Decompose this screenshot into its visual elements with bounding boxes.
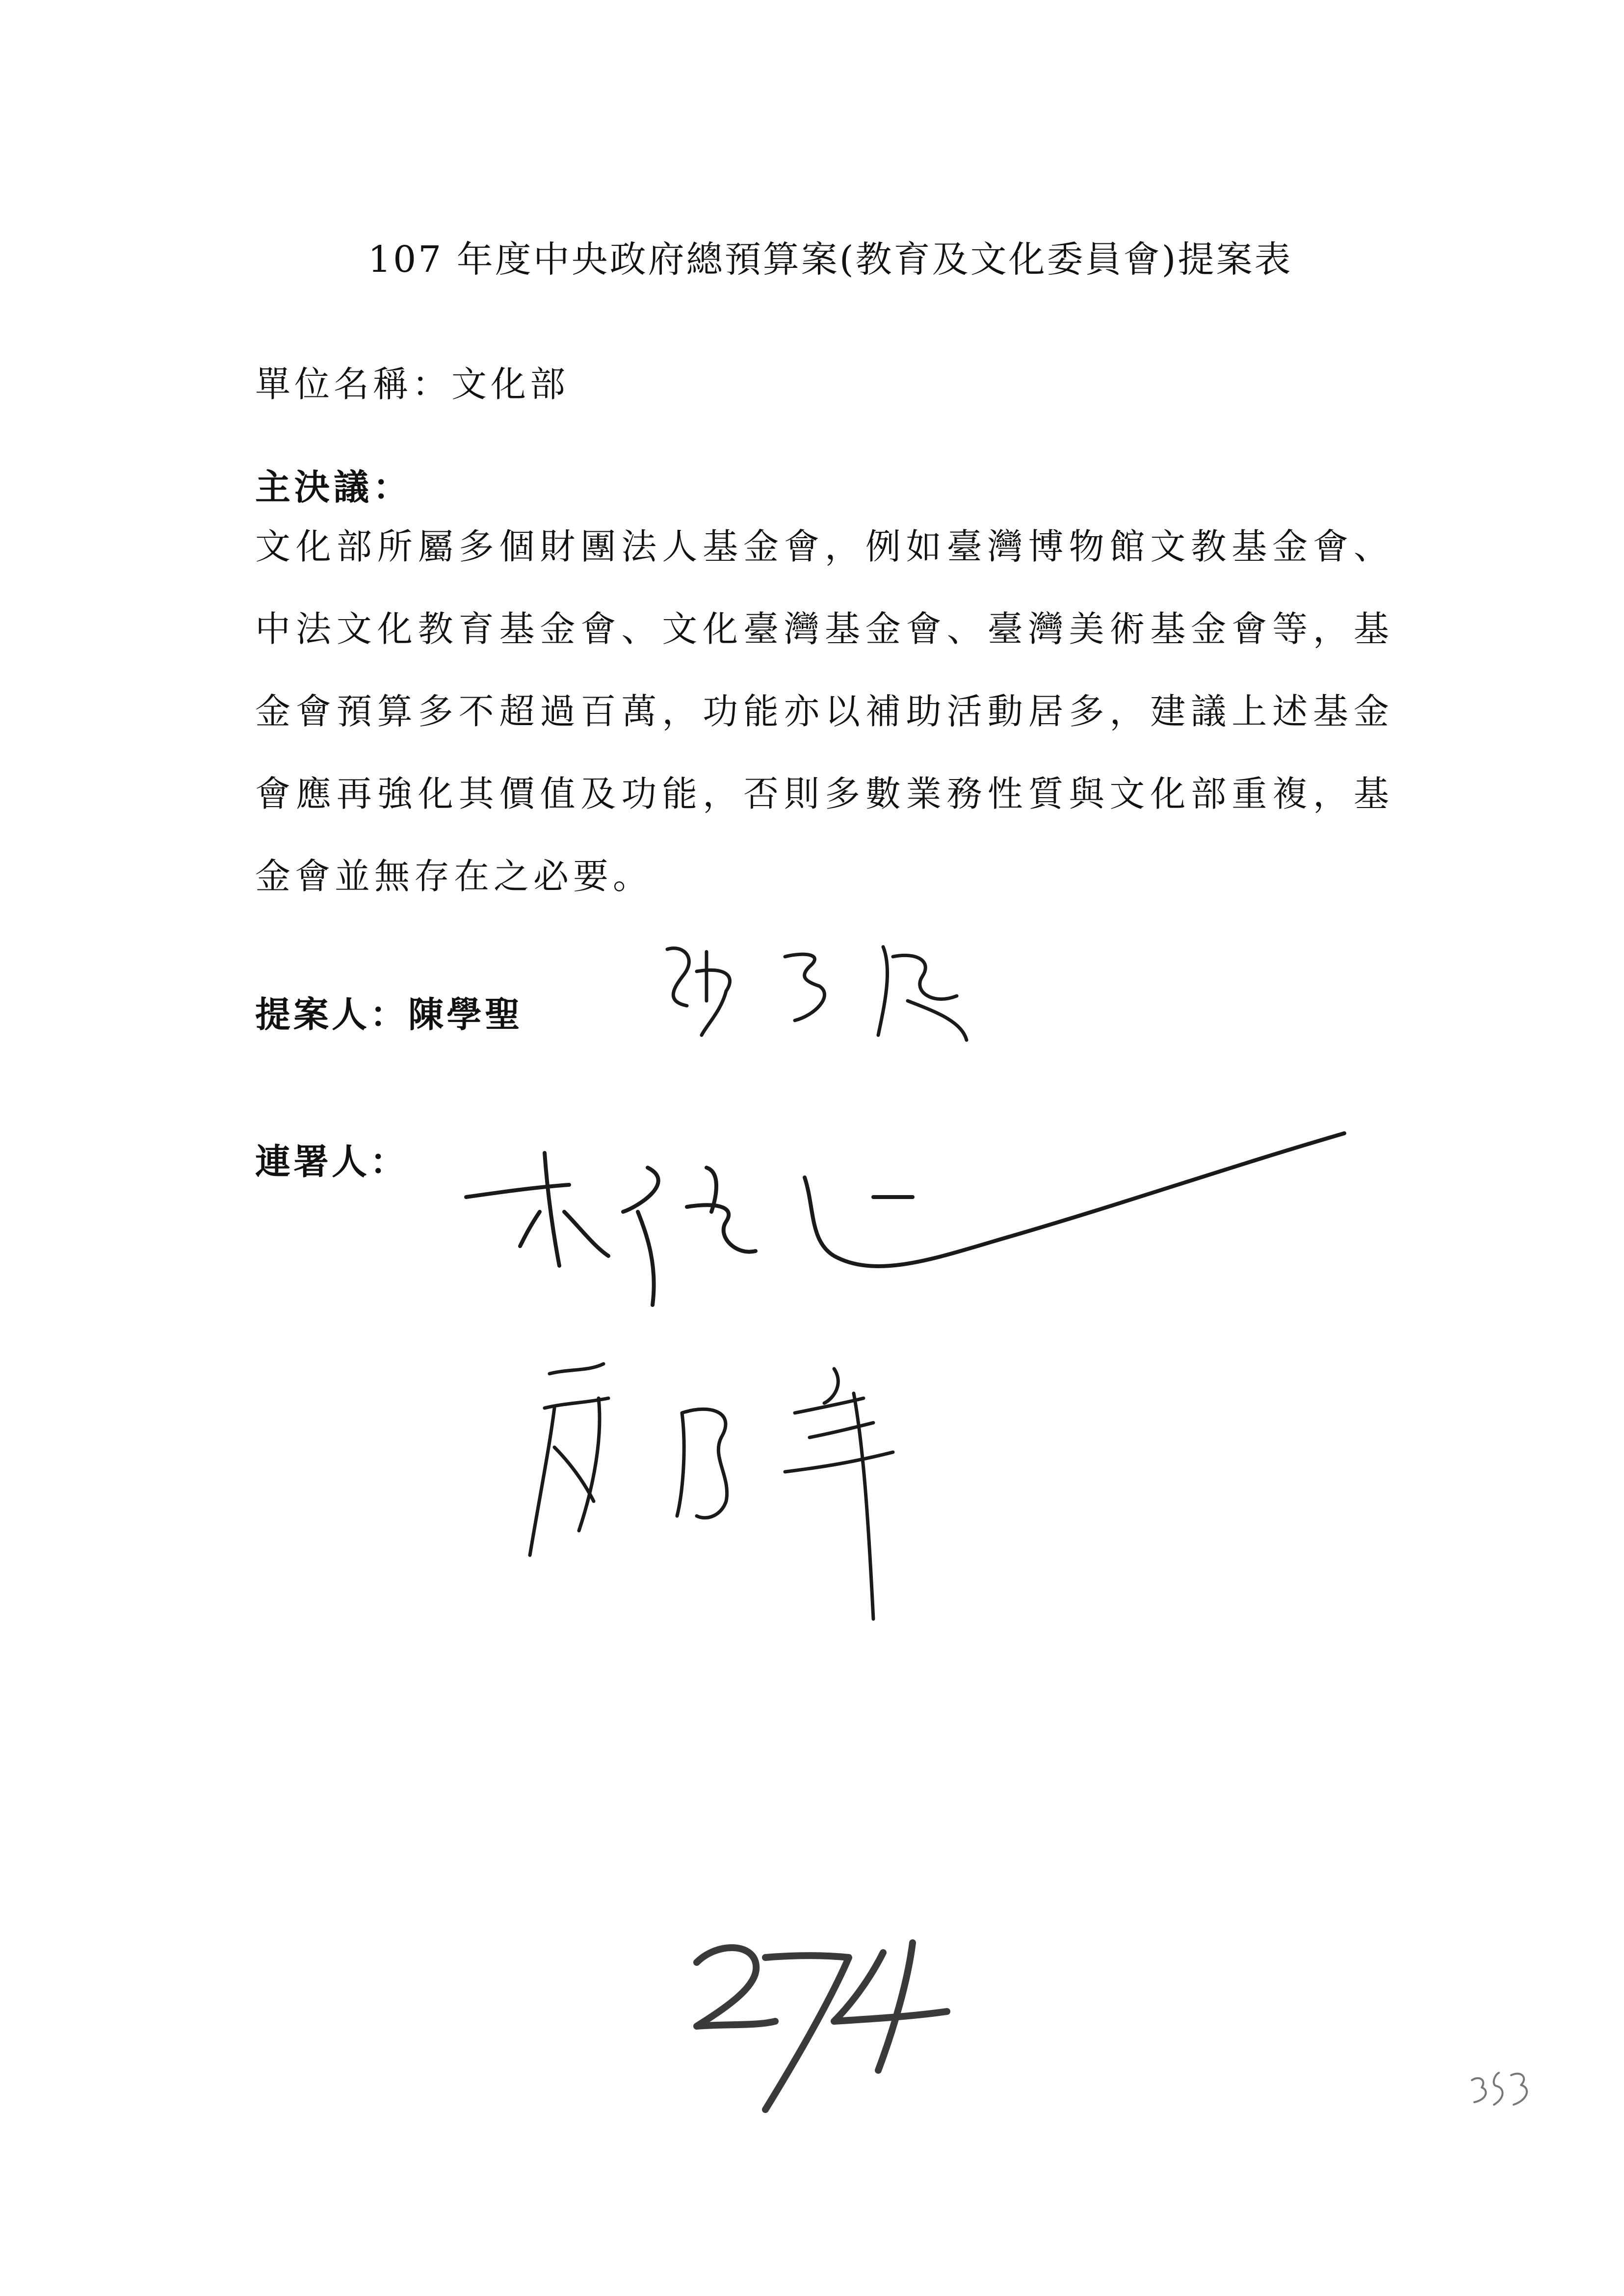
resolution-heading: 主決議： [255, 467, 413, 508]
resolution-body: 文化部所屬多個財團法人基金會，例如臺灣博物館文教基金會、中法文化教育基金會、文化臺灣基金會、臺灣美術基金會等，基金會預算多不超過百萬，功能亦以補助活動居多，建議上述基金會應再強化其價值及功能，否則多數業務性質與文化部重複，基金會並無存在之必要。 [255, 526, 1393, 897]
unit-value: 文化部 [451, 364, 570, 405]
cosigner-label: 連署人： [255, 1141, 409, 1182]
cosigner-signature-2 [530, 1364, 893, 1619]
cosigner-signature-1 [466, 1133, 1344, 1305]
document-title: 107 年度中央政府總預算案(教育及文化委員會)提案表 [368, 238, 1293, 281]
unit-line [255, 356, 569, 407]
handwritten-page-number [697, 1943, 947, 2110]
corner-note [1472, 2073, 1527, 2105]
proposer-line [255, 986, 523, 1037]
proposer-name: 陳學聖 [408, 994, 524, 1035]
proposer-label: 提案人： [255, 994, 409, 1035]
unit-label: 單位名稱： [255, 364, 452, 405]
proposer-signature [667, 947, 967, 1040]
